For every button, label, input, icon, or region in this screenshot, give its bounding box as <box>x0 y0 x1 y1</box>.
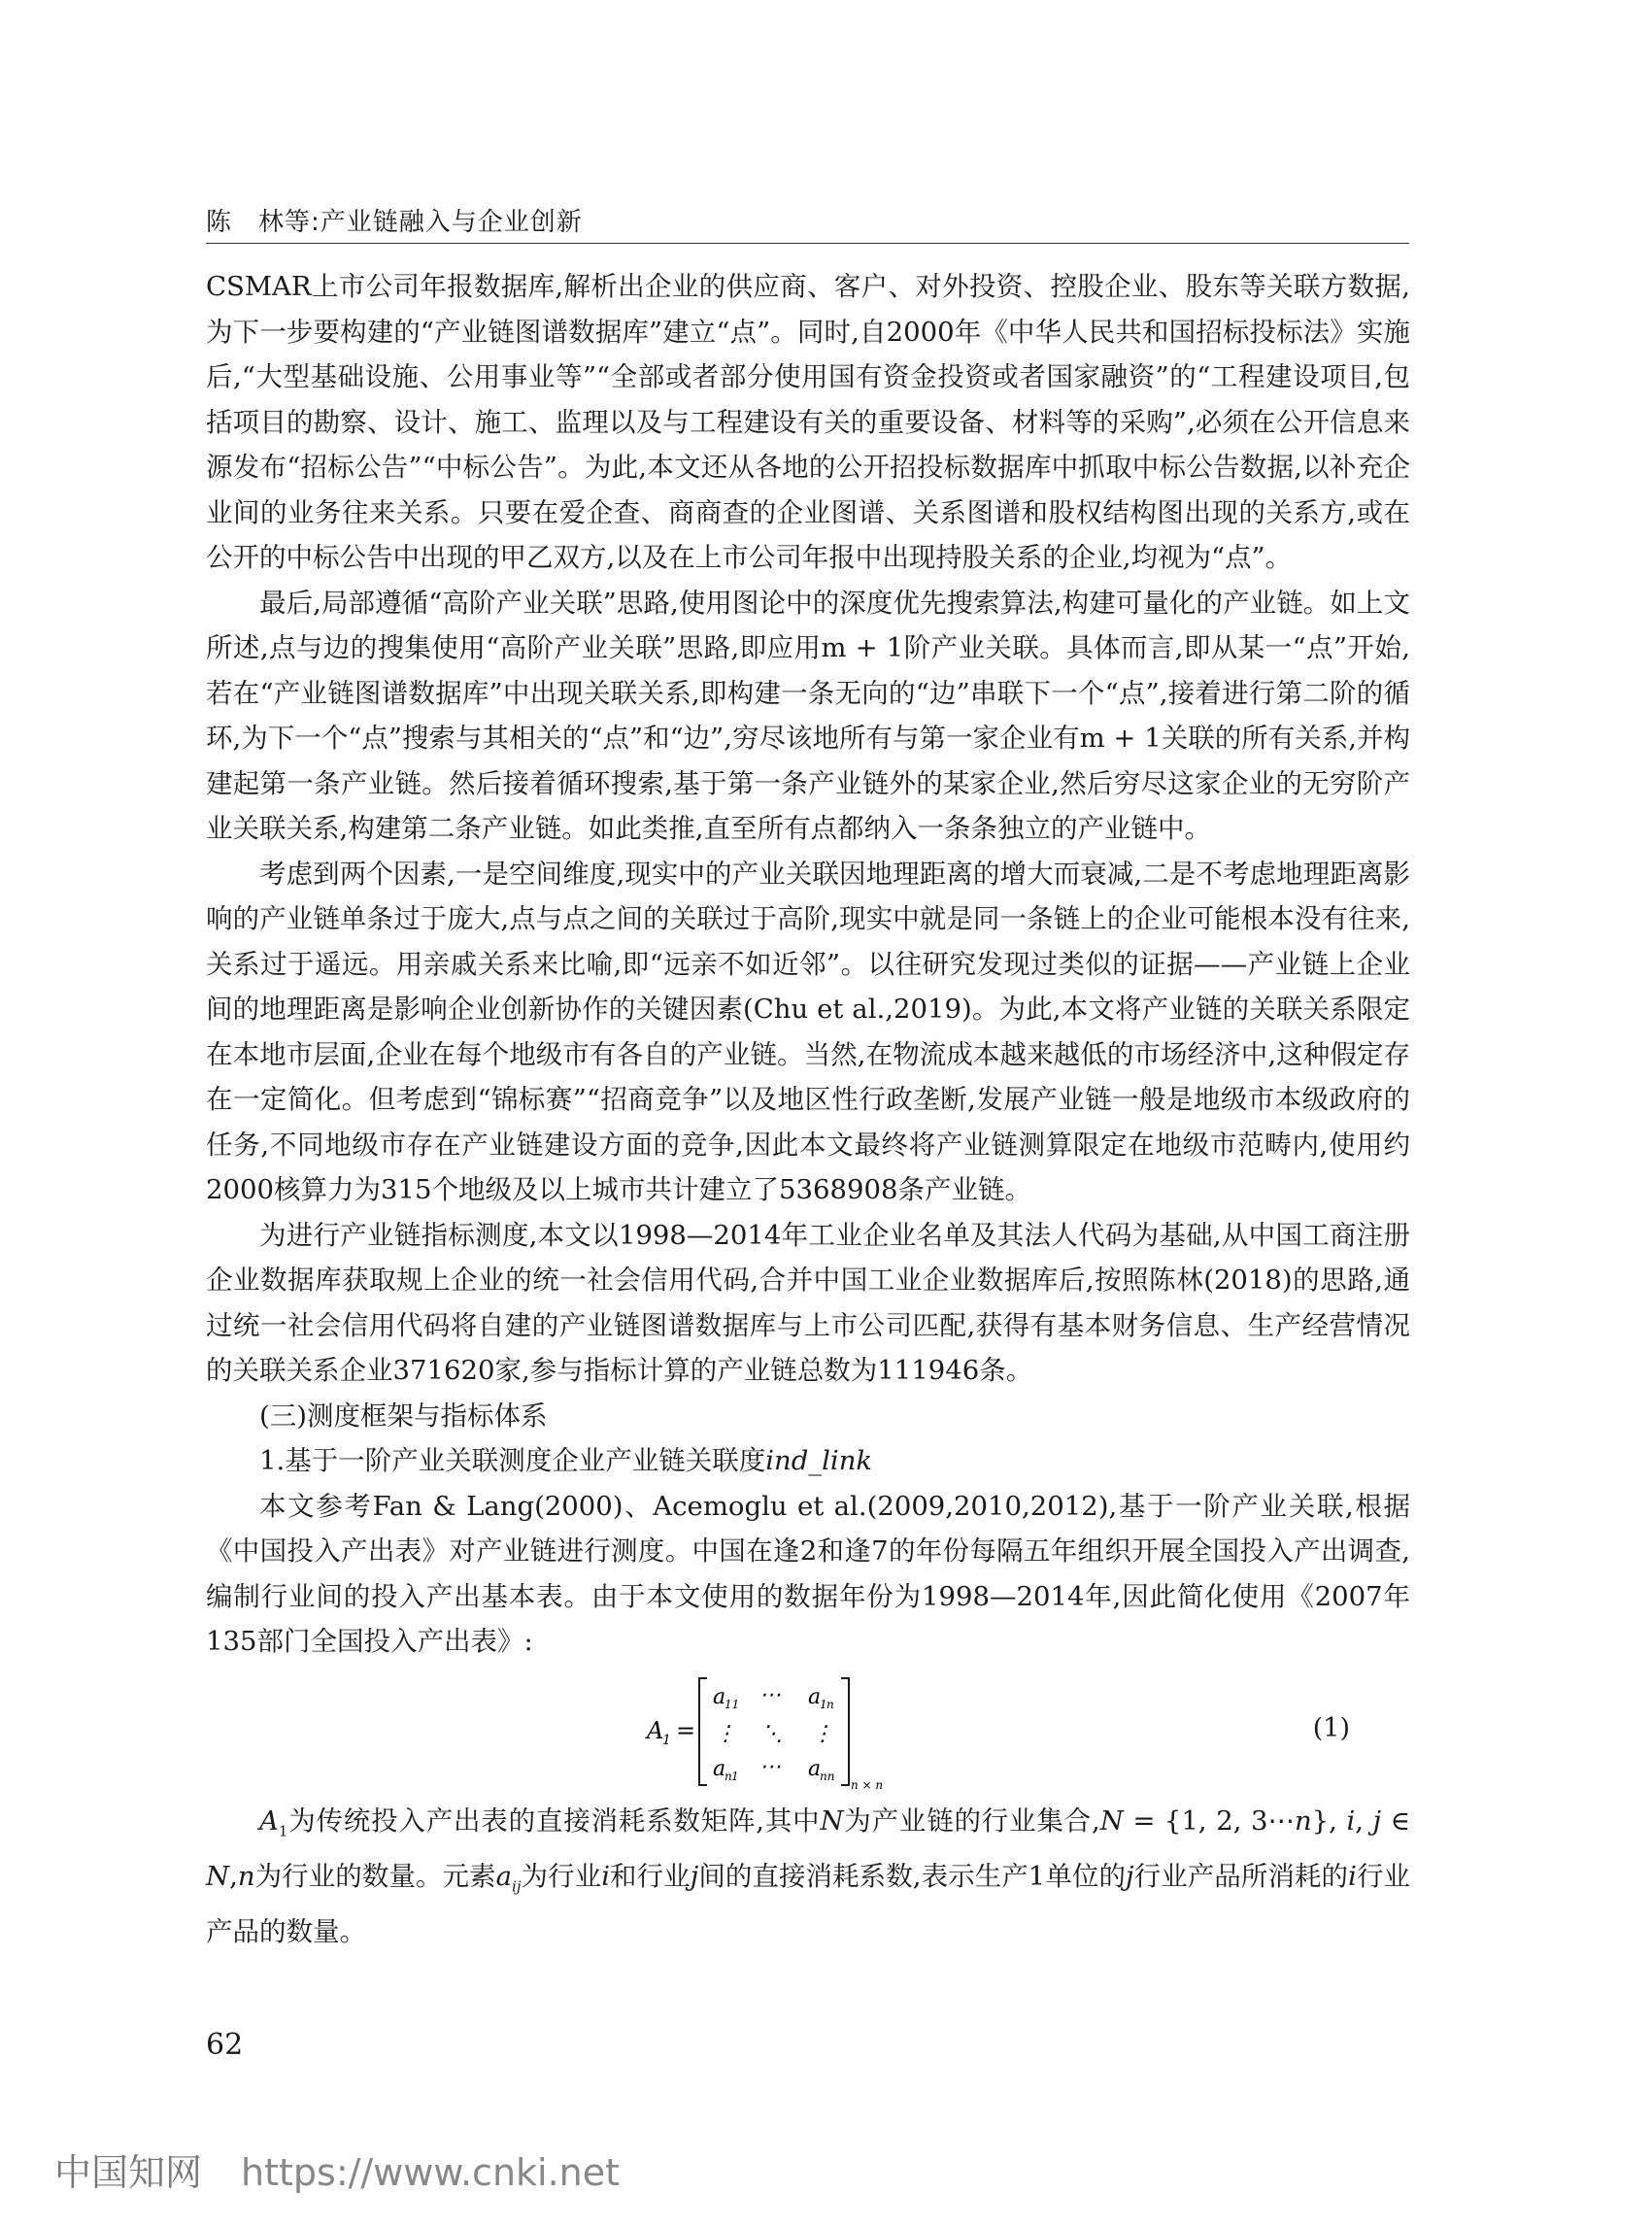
svg-text:A: A <box>647 1716 664 1744</box>
paragraph-5: 本文参考Fan & Lang(2000)、Acemoglu et al.(2009,2010,2012),基于一阶产业关联,根据《中国投入产出表》对产业链进行测度。中国在逢2和逢7的年份每隔五年组织开展全国投入产出调查,编制行业间的投入产出基本表。由于本文使用的数据年份为1998—2014年,因此简化使用《2007年135部门全国投入产出表》: <box>206 1490 1410 1657</box>
header-rule <box>206 243 1409 244</box>
svg-text:⋯: ⋯ <box>759 1682 781 1707</box>
svg-text:1: 1 <box>662 1732 671 1748</box>
svg-text:a: a <box>713 1756 726 1781</box>
svg-text:n: n <box>826 1697 834 1711</box>
cnki-url: https://www.cnki.net <box>241 2151 621 2194</box>
subsection-heading-text: 1.基于一阶产业关联测度企业产业链关联度 <box>259 1445 766 1476</box>
section-heading: (三)测度框架与指标体系 <box>259 1400 548 1432</box>
svg-text:=: = <box>676 1716 696 1744</box>
running-header: 陈 林等:产业链融入与企业创新 <box>206 208 583 237</box>
paragraph-2: 最后,局部遵循“高阶产业关联”思路,使用图论中的深度优先搜索算法,构建可量化的产业链。如上文所述,点与边的搜集使用“高阶产业关联”思路,即应用m + 1阶产业关联。具体而言,即从某一“点”开始,若在“产业链图谱数据库”中出现关联关系,即构建一条无向的“边”串联下一个“点”,接着进行第二阶的循环,为下一个“点”搜索与其相关的“点”和“边”,穷尽该地所有与第一家企业有m + 1关联的所有关系,并构建起第一条产业链。然后接着循环搜索,基于第一条产业链外的某家企业,然后穷尽这家企业的无穷阶产业关联关系,构建第二条产业链。如此类推,直至所有点都纳入一条条独立的产业链中。 <box>206 587 1410 844</box>
svg-text:a: a <box>713 1684 726 1709</box>
footer-watermark <box>54 2142 620 2196</box>
page-number: 62 <box>206 2028 244 2062</box>
svg-text:nn: nn <box>820 1769 835 1783</box>
svg-text:1: 1 <box>731 1769 739 1783</box>
cnki-brand: 中国知网 <box>54 2151 203 2194</box>
svg-text:11: 11 <box>725 1697 740 1711</box>
matrix-equation <box>645 1674 897 1795</box>
svg-text:1: 1 <box>820 1697 827 1711</box>
svg-text:n: n <box>725 1769 732 1783</box>
paragraph-3: 考虑到两个因素,一是空间维度,现实中的产业关联因地理距离的增大而衰减,二是不考虑地理距离影响的产业链单条过于庞大,点与点之间的关联过于高阶,现实中就是同一条链上的企业可能根本没有往来,关系过于遥远。用亲戚关系来比喻,即“远亲不如近邻”。以往研究发现过类似的证据——产业链上企业间的地理距离是影响企业创新协作的关键因素(Chu et al.,2019)。为此,本文将产业链的关联关系限定在本地市层面,企业在每个地级市有各自的产业链。当然,在物流成本越来越低的市场经济中,这种假定存在一定简化。但考虑到“锦标赛”“招商竞争”以及地区性行政垄断,发展产业链一般是地级市本级政府的任务,不同地级市存在产业链建设方面的竞争,因此本文最终将产业链测算限定在地级市范畴内,使用约2000核算力为315个地级及以上城市共计建立了5368908条产业链。 <box>206 858 1410 1205</box>
svg-text:a: a <box>808 1684 822 1709</box>
svg-text:⋯: ⋯ <box>759 1754 781 1779</box>
svg-text:⋱: ⋱ <box>761 1721 783 1746</box>
paragraph-4: 为进行产业链指标测度,本文以1998—2014年工业企业名单及其法人代码为基础,从中国工商注册企业数据库获取规上企业的统一社会信用代码,合并中国工业企业数据库后,按照陈林(2018)的思路,通过统一社会信用代码将自建的产业链图谱数据库与上市公司匹配,获得有基本财务信息、生产经营情况的关联关系企业371620家,参与指标计算的产业链总数为111946条。 <box>206 1219 1410 1386</box>
svg-text:a: a <box>808 1756 822 1781</box>
article-body <box>206 264 1410 1954</box>
subsection-variable: ind_link <box>765 1445 873 1476</box>
paragraph-1: CSMAR上市公司年报数据库,解析出企业的供应商、客户、对外投资、控股企业、股东等关联方数据,为下一步要构建的“产业链图谱数据库”建立“点”。同时,自2000年《中华人民共和国招标投标法》实施后,“大型基础设施、公用事业等”“全部或者部分使用国有资金投资或者国家融资”的“工程建设项目,包括项目的勘察、设计、施工、监理以及与工程建设有关的重要设备、材料等的采购”,必须在公开信息来源发布“招标公告”“中标公告”。为此,本文还从各地的公开招投标数据库中抓取中标公告数据,以补充企业间的业务往来关系。只要在爱企查、商商查的企业图谱、关系图谱和股权结构图出现的关系方,或在公开的中标公告中出现的甲乙双方,以及在上市公司年报中出现持股关系的企业,均视为“点”。 <box>206 271 1410 573</box>
subsection-heading <box>206 1438 1410 1484</box>
equation-number: (1) <box>1312 1712 1350 1743</box>
svg-text:n × n: n × n <box>851 1777 884 1792</box>
equation-block <box>206 1669 1410 1797</box>
svg-text:⋮: ⋮ <box>812 1721 833 1746</box>
paragraph-6: $A_1$为传统投入产出表的直接消耗系数矩阵,其中N为产业链的行业集合,N = {1, 2, 3⋯n}, i, j ∈ N,n为行业的数量。元素$a_{ij}$为行业i和行业j间的直接消耗系数,表示生产1单位的j行业产品所消耗的i行业产品的数量。 <box>206 1804 1411 1947</box>
svg-text:⋮: ⋮ <box>715 1721 736 1746</box>
